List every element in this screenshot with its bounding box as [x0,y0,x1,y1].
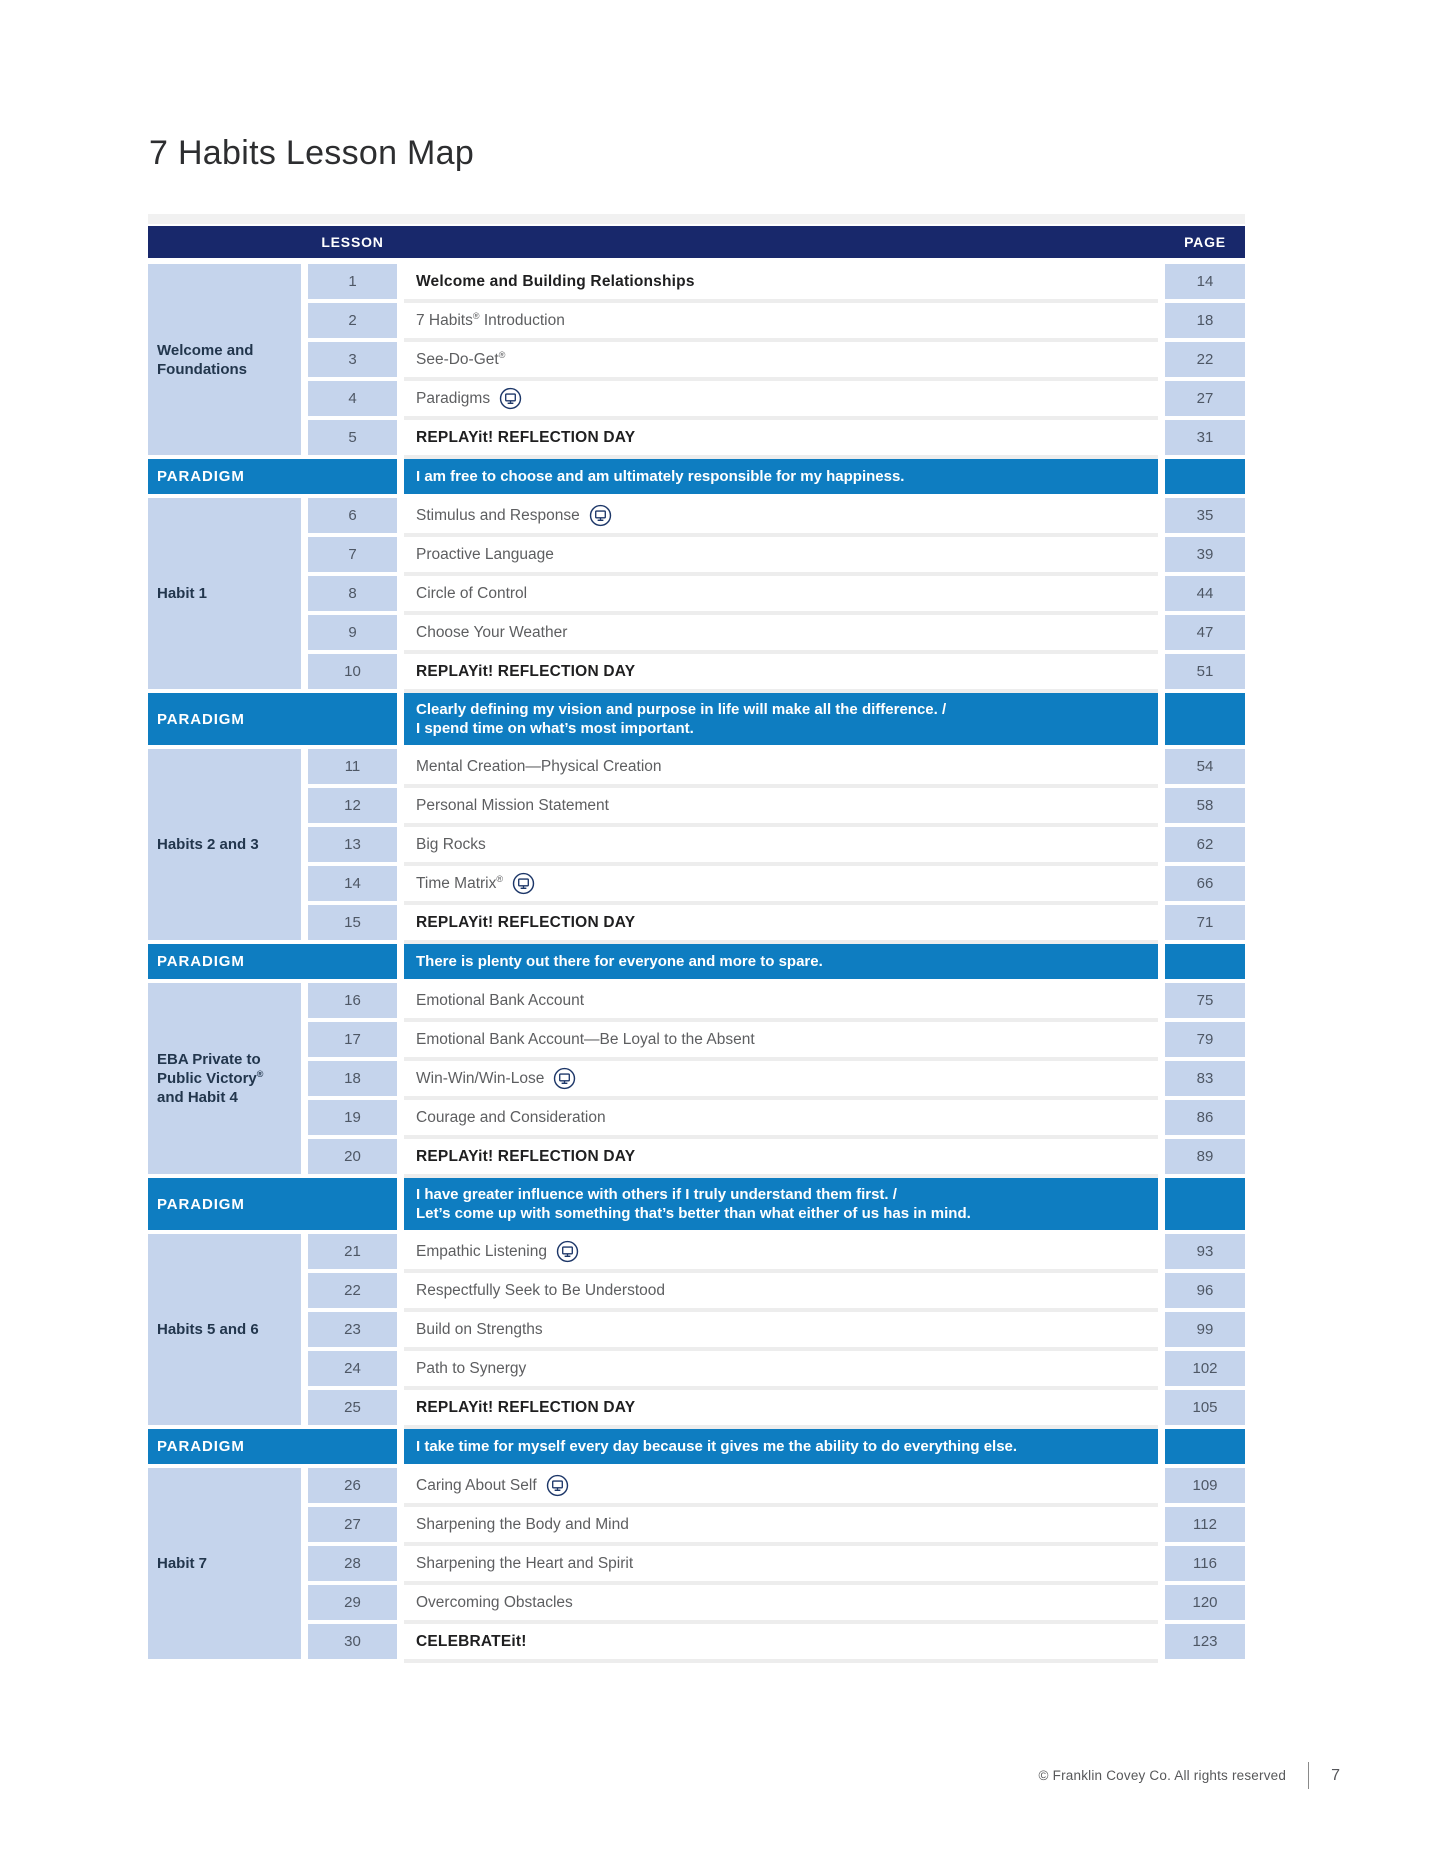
lesson-row [308,1022,1245,1057]
lesson-row [308,1546,1245,1581]
page-number-cell: 39 [1165,537,1245,572]
lesson-group-section [148,1234,1245,1425]
lesson-number-cell: 10 [308,654,397,689]
group-rows [308,498,1245,689]
paradigm-statement-cell [404,693,1158,745]
paradigm-row [148,459,1245,494]
lesson-number-cell: 16 [308,983,397,1018]
group-label-cell [148,498,301,689]
video-monitor-icon [499,387,522,410]
lesson-row [308,788,1245,823]
lesson-title-cell [404,1624,1158,1659]
group-label-cell [148,749,301,940]
lesson-title: REPLAYit! REFLECTION DAY [416,913,636,931]
group-label-cell [148,1468,301,1659]
paradigm-page-filler [1165,1178,1245,1230]
lesson-title: REPLAYit! REFLECTION DAY [416,428,636,446]
page-number-cell: 27 [1165,381,1245,416]
table-body [148,264,1245,1659]
lesson-number-cell: 8 [308,576,397,611]
lesson-title: Personal Mission Statement [416,796,609,814]
lesson-row [308,866,1245,901]
page-number-cell: 75 [1165,983,1245,1018]
paradigm-row [148,693,1245,745]
lesson-title: Mental Creation—Physical Creation [416,757,662,775]
lesson-row [308,381,1245,416]
lesson-title-cell [404,827,1158,862]
paradigm-statement-cell [404,1178,1158,1230]
group-label: Habits 2 and 3 [157,836,259,853]
lesson-title: CELEBRATEit! [416,1632,527,1650]
group-label-cell [148,264,301,455]
paradigm-page-filler [1165,693,1245,745]
paradigm-statement-line: Let’s come up with something that’s better than what either of us has in mind. [416,1205,971,1222]
paradigm-statement-cell [404,459,1158,494]
lesson-number-cell: 15 [308,905,397,940]
video-monitor-icon [556,1240,579,1263]
lesson-number-cell: 12 [308,788,397,823]
paradigm-row [148,1178,1245,1230]
lesson-title-cell [404,498,1158,533]
lesson-number-cell: 24 [308,1351,397,1386]
page-number-cell: 58 [1165,788,1245,823]
paradigm-page-filler [1165,1429,1245,1464]
page-number-cell: 51 [1165,654,1245,689]
lesson-row [308,983,1245,1018]
lesson-title: REPLAYit! REFLECTION DAY [416,662,636,680]
lesson-title: Empathic Listening [416,1242,547,1260]
lesson-title: Path to Synergy [416,1359,527,1377]
lesson-title: Paradigms [416,389,491,407]
lesson-row [308,498,1245,533]
page-number-cell: 62 [1165,827,1245,862]
paradigm-statement-line: There is plenty out there for everyone and more to spare. [416,953,823,970]
paradigm-label-cell: PARADIGM [148,693,397,745]
lesson-row [308,1100,1245,1135]
lesson-row [308,654,1245,689]
lesson-row [308,303,1245,338]
lesson-row [308,1234,1245,1269]
lesson-title: Sharpening the Heart and Spirit [416,1554,634,1572]
lesson-title-cell [404,654,1158,689]
group-rows [308,749,1245,940]
lesson-group-section [148,749,1245,940]
lesson-title-cell [404,1585,1158,1620]
paradigm-label-cell: PARADIGM [148,459,397,494]
lesson-title-cell [404,537,1158,572]
lesson-row [308,1139,1245,1174]
lesson-number-cell: 19 [308,1100,397,1135]
lesson-title-cell [404,1468,1158,1503]
lesson-row [308,615,1245,650]
page-number-cell: 99 [1165,1312,1245,1347]
lesson-row [308,420,1245,455]
page-number-cell: 93 [1165,1234,1245,1269]
page-number-cell: 47 [1165,615,1245,650]
paradigm-row [148,1429,1245,1464]
lesson-title: Emotional Bank Account [416,991,585,1009]
group-rows [308,983,1245,1174]
copyright-text: © Franklin Covey Co. All rights reserved [1038,1768,1287,1783]
page-number-cell: 83 [1165,1061,1245,1096]
lesson-number-cell: 22 [308,1273,397,1308]
lesson-title: Circle of Control [416,584,528,602]
lesson-number-cell: 29 [308,1585,397,1620]
page-number-cell: 86 [1165,1100,1245,1135]
lesson-row [308,1507,1245,1542]
lesson-number-cell: 14 [308,866,397,901]
lesson-row [308,342,1245,377]
video-monitor-icon [512,872,535,895]
video-monitor-icon [553,1067,576,1090]
group-label: Habit 1 [157,585,208,602]
lesson-row [308,1273,1245,1308]
lesson-title: Big Rocks [416,835,486,853]
lesson-title-cell [404,1061,1158,1096]
paradigm-statement-cell [404,1429,1158,1464]
lesson-title-cell [404,788,1158,823]
footer-divider [1308,1762,1309,1789]
lesson-title: Respectfully Seek to Be Understood [416,1281,665,1299]
lesson-title-cell [404,1390,1158,1425]
lesson-row [308,1390,1245,1425]
lesson-title-cell [404,420,1158,455]
lesson-title-cell [404,1273,1158,1308]
lesson-number-cell: 18 [308,1061,397,1096]
lesson-title-cell [404,1351,1158,1386]
lesson-row [308,827,1245,862]
paradigm-page-filler [1165,459,1245,494]
lesson-map-table [148,214,1245,1663]
lesson-title-cell [404,983,1158,1018]
paradigm-statement-line: I take time for myself every day because it gives me the ability to do everything else. [416,1438,1018,1455]
lesson-number-cell: 21 [308,1234,397,1269]
lesson-title-cell [404,1507,1158,1542]
lesson-number-cell: 6 [308,498,397,533]
group-rows [308,1468,1245,1659]
paradigm-page-filler [1165,944,1245,979]
lesson-number-cell: 11 [308,749,397,784]
page-number-cell: 109 [1165,1468,1245,1503]
paradigm-statement-line: I am free to choose and am ultimately responsible for my happiness. [416,468,905,485]
group-label-cell [148,983,301,1174]
page-column-header: PAGE [1184,234,1226,250]
lesson-title-cell [404,1546,1158,1581]
lesson-title-cell [404,866,1158,901]
lesson-number-cell: 1 [308,264,397,299]
page-number-cell: 105 [1165,1390,1245,1425]
group-label: EBA Private to Public Victory® and Habit 4 [157,1051,264,1106]
lesson-number-cell: 20 [308,1139,397,1174]
lesson-title: See-Do-Get® [416,349,506,368]
lesson-title-cell [404,1100,1158,1135]
lesson-title: REPLAYit! REFLECTION DAY [416,1147,636,1165]
lesson-title-cell [404,264,1158,299]
lesson-row [308,576,1245,611]
lesson-group-section [148,264,1245,455]
lesson-row [308,1585,1245,1620]
lesson-row [308,264,1245,299]
lesson-number-cell: 3 [308,342,397,377]
page-number-cell: 116 [1165,1546,1245,1581]
lesson-row [308,749,1245,784]
lesson-number-cell: 9 [308,615,397,650]
page-number-cell: 79 [1165,1022,1245,1057]
lesson-number-cell: 4 [308,381,397,416]
lesson-title-cell [404,576,1158,611]
lesson-row [308,1351,1245,1386]
lesson-group-section [148,1468,1245,1659]
video-monitor-icon [589,504,612,527]
paradigm-statement-line: Clearly defining my vision and purpose in life will make all the difference. / [416,701,947,718]
group-label-cell [148,1234,301,1425]
page-number-cell: 102 [1165,1351,1245,1386]
lesson-title: Stimulus and Response [416,506,580,524]
lesson-number-cell: 26 [308,1468,397,1503]
page-title: 7 Habits Lesson Map [149,134,475,172]
lesson-title-cell [404,342,1158,377]
paradigm-label-cell: PARADIGM [148,1178,397,1230]
page-number-cell: 123 [1165,1624,1245,1659]
lesson-title: Overcoming Obstacles [416,1593,573,1611]
video-monitor-icon [546,1474,569,1497]
group-label: Habit 7 [157,1555,208,1572]
lesson-title-cell [404,615,1158,650]
lesson-group-section [148,983,1245,1174]
lesson-title: REPLAYit! REFLECTION DAY [416,1398,636,1416]
page-number-cell: 120 [1165,1585,1245,1620]
lesson-row [308,905,1245,940]
lesson-row [308,1312,1245,1347]
page-number-cell: 89 [1165,1139,1245,1174]
lesson-title-cell [404,1312,1158,1347]
lesson-title: Welcome and Building Relationships [416,272,695,290]
page-footer [1039,1762,1340,1789]
table-header-row [148,226,1245,258]
lesson-number-cell: 30 [308,1624,397,1659]
lesson-title: Caring About Self [416,1476,537,1494]
lesson-column-header: LESSON [321,234,384,250]
lesson-number-cell: 7 [308,537,397,572]
lesson-title: Courage and Consideration [416,1108,606,1126]
lesson-title-cell [404,1234,1158,1269]
lesson-title: Proactive Language [416,545,554,563]
lesson-number-cell: 5 [308,420,397,455]
page-number-cell: 54 [1165,749,1245,784]
page-number-cell: 44 [1165,576,1245,611]
lesson-title: Sharpening the Body and Mind [416,1515,629,1533]
group-rows [308,264,1245,455]
paradigm-label-cell: PARADIGM [148,1429,397,1464]
lesson-number-cell: 25 [308,1390,397,1425]
lesson-title: Win-Win/Win-Lose [416,1069,545,1087]
group-rows [308,1234,1245,1425]
lesson-number-cell: 2 [308,303,397,338]
table-top-shade [148,214,1245,224]
group-label: Welcome and Foundations [157,341,254,378]
page-number-cell: 71 [1165,905,1245,940]
lesson-title: 7 Habits® Introduction [416,310,565,329]
lesson-title-cell [404,749,1158,784]
paradigm-row [148,944,1245,979]
page-number-cell: 66 [1165,866,1245,901]
page-number-cell: 112 [1165,1507,1245,1542]
lesson-title: Emotional Bank Account—Be Loyal to the Absent [416,1030,755,1048]
lesson-number-cell: 27 [308,1507,397,1542]
lesson-title: Build on Strengths [416,1320,543,1338]
lesson-title-cell [404,381,1158,416]
page-number-cell: 18 [1165,303,1245,338]
lesson-row [308,537,1245,572]
page-number-cell: 96 [1165,1273,1245,1308]
lesson-title-cell [404,1022,1158,1057]
page-number-cell: 22 [1165,342,1245,377]
lesson-row [308,1468,1245,1503]
lesson-title-cell [404,1139,1158,1174]
paradigm-label-cell: PARADIGM [148,944,397,979]
page-number-cell: 31 [1165,420,1245,455]
lesson-title: Time Matrix® [416,873,504,892]
paradigm-statement-line: I spend time on what’s most important. [416,720,694,737]
lesson-title-cell [404,905,1158,940]
lesson-group-section [148,498,1245,689]
lesson-number-cell: 13 [308,827,397,862]
group-label: Habits 5 and 6 [157,1321,259,1338]
lesson-number-cell: 17 [308,1022,397,1057]
paradigm-statement-cell [404,944,1158,979]
lesson-title: Choose Your Weather [416,623,568,641]
page-number-cell: 35 [1165,498,1245,533]
lesson-number-cell: 28 [308,1546,397,1581]
lesson-row [308,1061,1245,1096]
lesson-row [308,1624,1245,1659]
lesson-number-cell: 23 [308,1312,397,1347]
page-number-cell: 14 [1165,264,1245,299]
lesson-title-cell [404,303,1158,338]
footer-page-number: 7 [1331,1766,1340,1784]
paradigm-statement-line: I have greater influence with others if I truly understand them first. / [416,1186,897,1203]
